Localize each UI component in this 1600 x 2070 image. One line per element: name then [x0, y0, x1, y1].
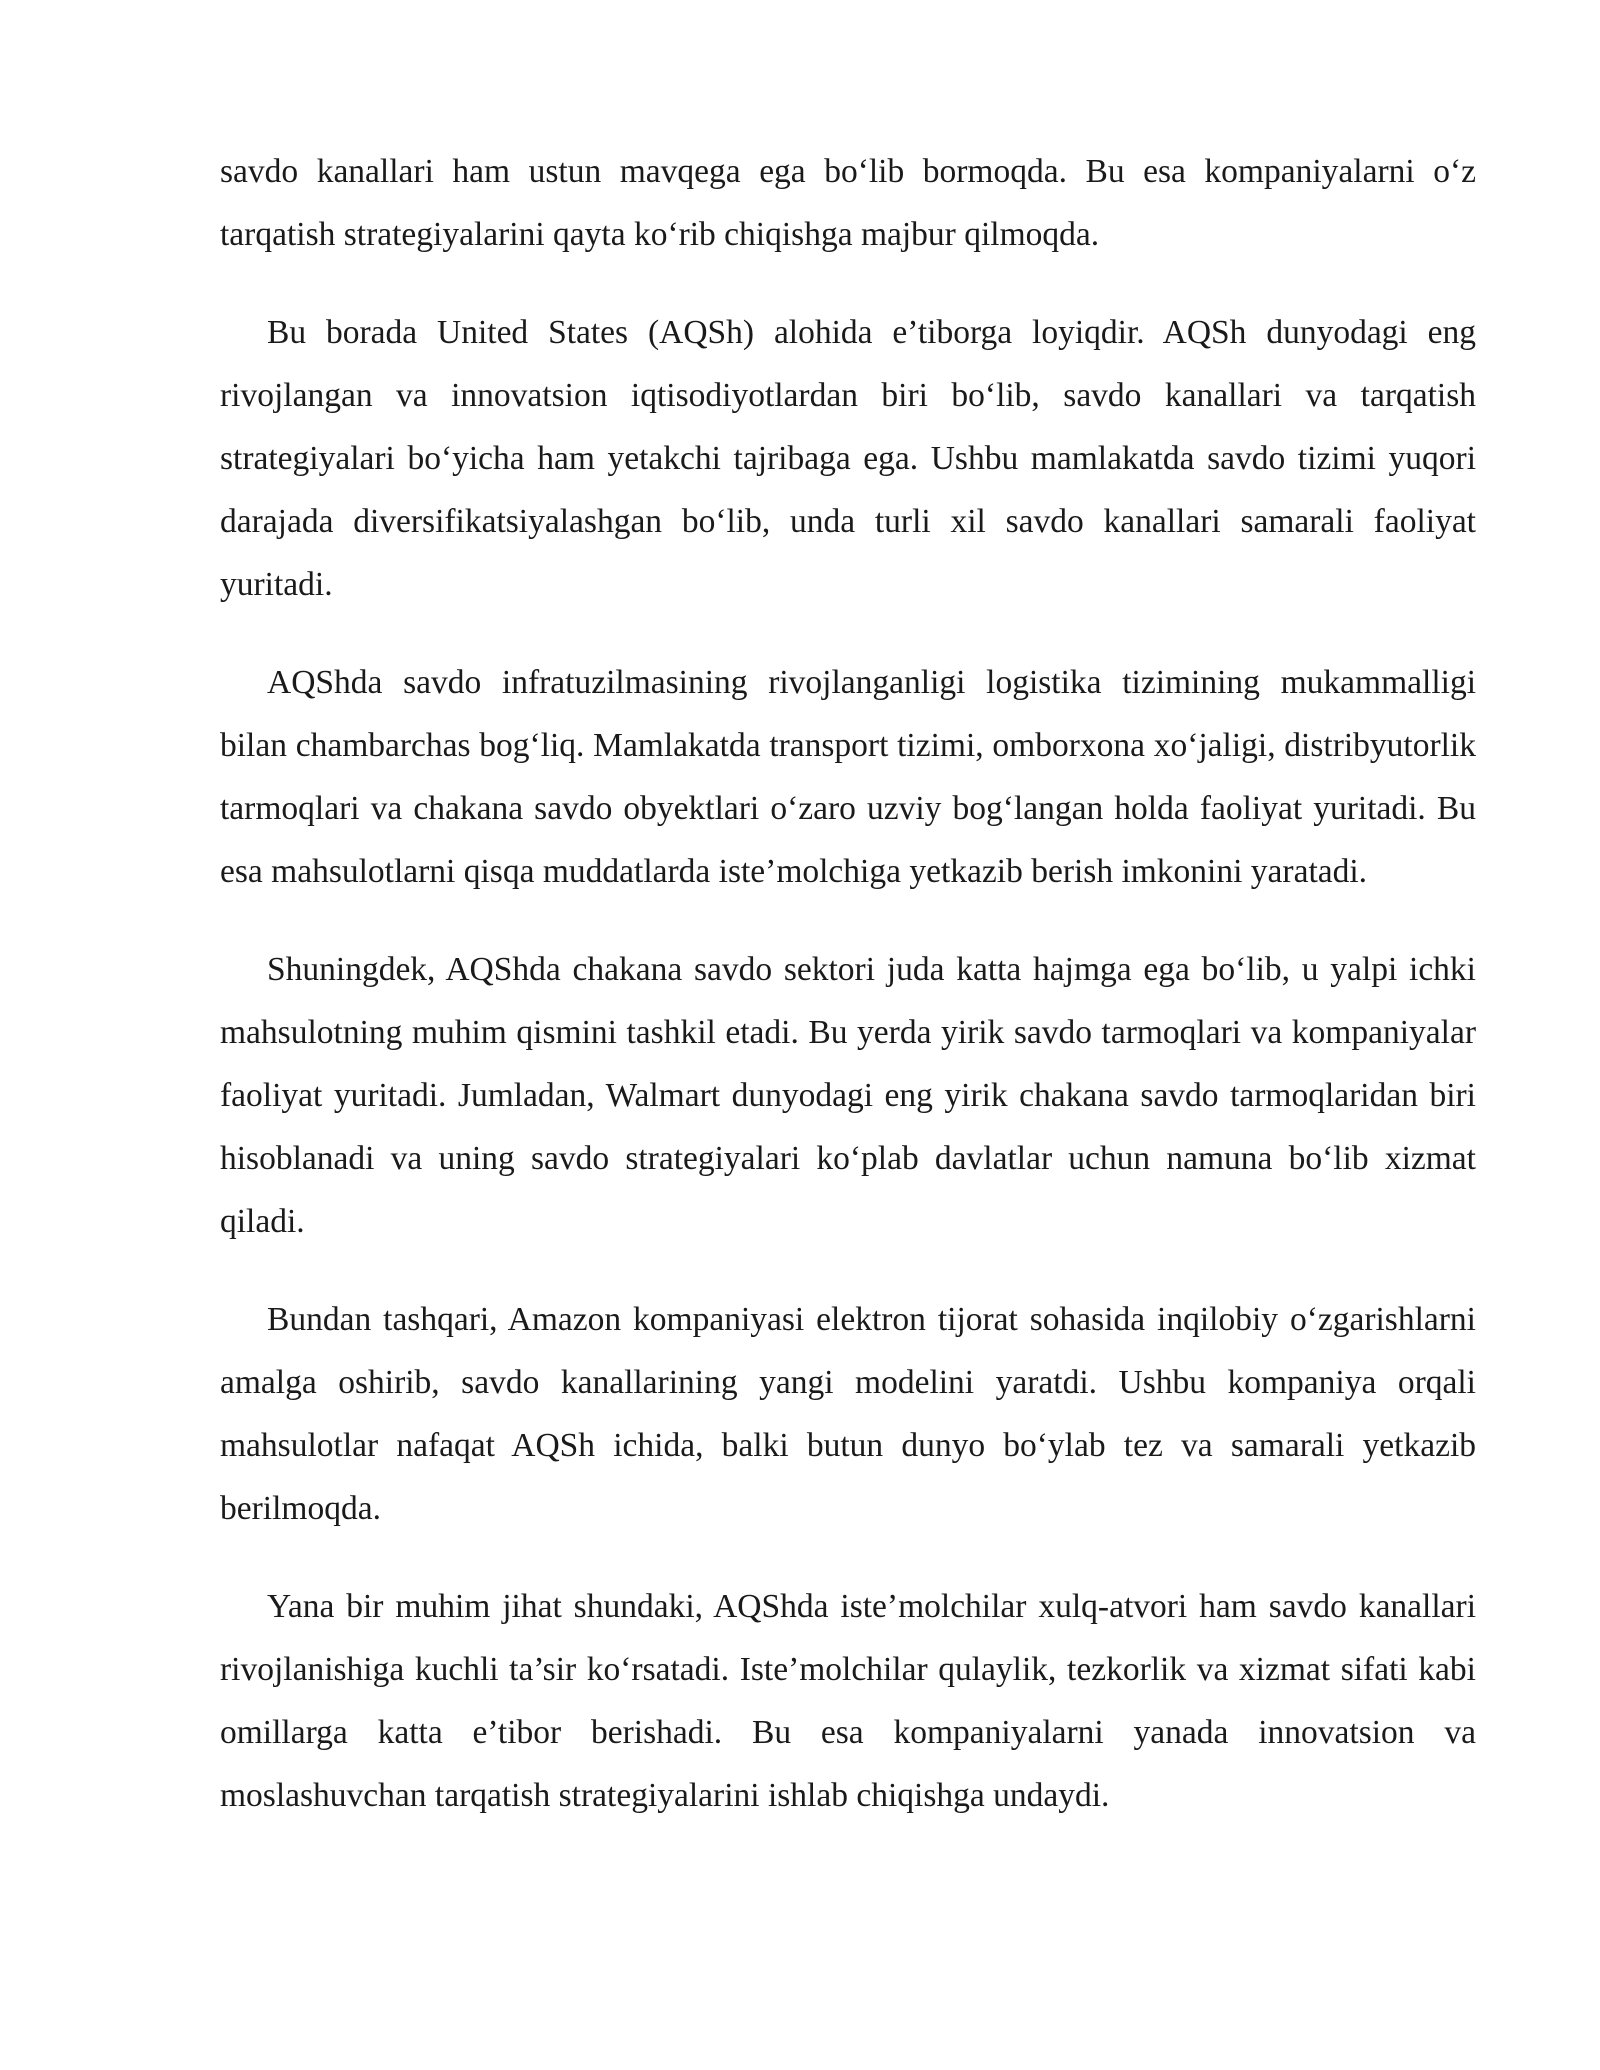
paragraph-united-states: Bu borada United States (AQSh) alohida e’tiborga loyiqdir. AQSh dunyodagi eng rivojlangan va innovatsion iqtisodiyotlardan biri bo‘lib, savdo kanallari va tarqatish strategiyalari bo‘yicha ham yetakchi tajribaga ega. Ushbu mamlakatda savdo tizimi yuqori darajada diversifikatsiyalashgan bo‘lib, unda turli xil savdo kanallari samarali faoliyat yuritadi.: [220, 314, 1476, 603]
paragraph-consumer-behavior: Yana bir muhim jihat shundaki, AQShda iste’molchilar xulq-atvori ham savdo kanallari rivojlanishiga kuchli ta’sir ko‘rsatadi. Iste’molchilar qulaylik, tezkorlik va xizmat sifati kabi omillarga katta e’tibor berishadi. Bu esa kompaniyalarni yanada innovatsion va moslashuvchan tarqatish strategiyalarini ishlab chiqishga undaydi.: [220, 1588, 1476, 1814]
paragraph-amazon: Bundan tashqari, Amazon kompaniyasi elektron tijorat sohasida inqilobiy o‘zgarishlarni amalga oshirib, savdo kanallarining yangi modelini yaratdi. Ushbu kompaniya orqali mahsulotlar nafaqat AQSh ichida, balki butun dunyo bo‘ylab tez va samarali yetkazib berilmoqda.: [220, 1301, 1476, 1527]
paragraph-infrastructure: AQShda savdo infratuzilmasining rivojlanganligi logistika tizimining mukammalligi bilan chambarchas bog‘liq. Mamlakatda transport tizimi, omborxona xo‘jaligi, distribyutorlik tarmoqlari va chakana savdo obyektlari o‘zaro uzviy bog‘langan holda faoliyat yuritadi. Bu esa mahsulotlarni qisqa muddatlarda iste’molchiga yetkazib berish imkonini yaratadi.: [220, 664, 1476, 890]
document-body: [220, 140, 1476, 1862]
paragraph-retail-sector: Shuningdek, AQShda chakana savdo sektori juda katta hajmga ega bo‘lib, u yalpi ichki mahsulotning muhim qismini tashkil etadi. Bu yerda yirik savdo tarmoqlari va kompaniyalar faoliyat yuritadi. Jumladan, Walmart dunyodagi eng yirik chakana savdo tarmoqlaridan biri hisoblanadi va uning savdo strategiyalari ko‘plab davlatlar uchun namuna bo‘lib xizmat qiladi.: [220, 951, 1476, 1240]
paragraph-continuation: savdo kanallari ham ustun mavqega ega bo‘lib bormoqda. Bu esa kompaniyalarni o‘z tarqatish strategiyalarini qayta ko‘rib chiqishga majbur qilmoqda.: [220, 153, 1476, 253]
